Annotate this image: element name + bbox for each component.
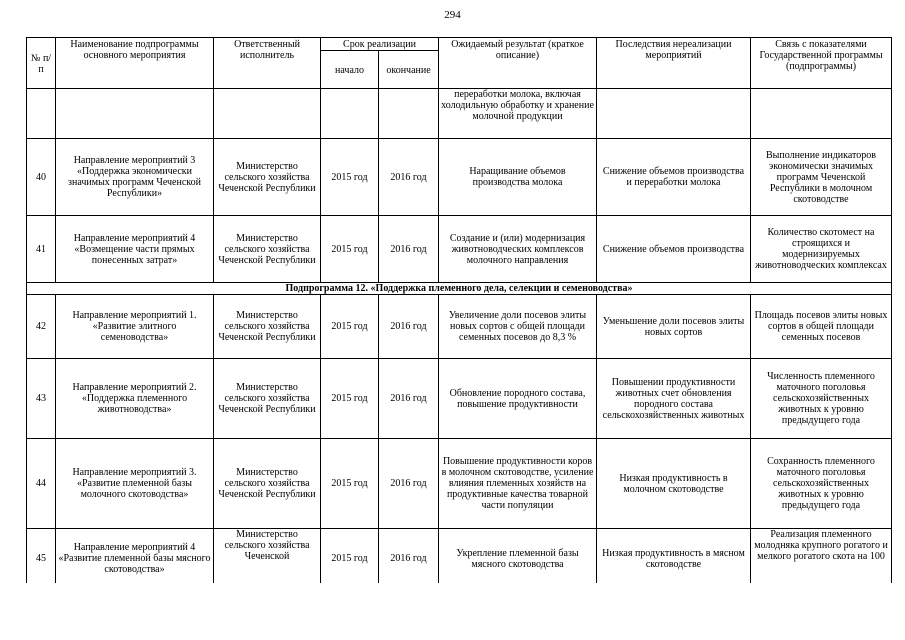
cell-consequences: Низкая продуктивность в молочном скотоводстве xyxy=(597,439,751,529)
cell-consequences: Снижение объемов производства xyxy=(597,216,751,283)
table-row xyxy=(27,359,892,439)
cell-empty xyxy=(379,89,439,139)
cell-start: 2015 год xyxy=(321,139,379,216)
table-header xyxy=(27,38,892,89)
cell-result: Увеличение доли посевов элиты новых сортов с общей площади семенных посевов до 8,3 % xyxy=(439,295,597,359)
header-start: начало xyxy=(321,51,379,89)
table-body xyxy=(27,89,892,589)
cell-empty xyxy=(56,89,214,139)
cell-link: Количество скотомест на строящихся и модернизируемых животноводческих комплексах xyxy=(751,216,892,283)
table-row xyxy=(27,529,892,589)
cell-result: Наращивание объемов производства молока xyxy=(439,139,597,216)
cell-num: 40 xyxy=(27,139,56,216)
cell-name: Направление мероприятий 3 «Поддержка экономически значимых программ Чеченской Республики» xyxy=(56,139,214,216)
cell-num: 44 xyxy=(27,439,56,529)
cell-consequences: Уменьшение доли посевов элиты новых сортов xyxy=(597,295,751,359)
cell-start: 2015 год xyxy=(321,529,379,589)
cell-consequences: Повышении продуктивности животных счет обновления породного состава сельскохозяйственных животных xyxy=(597,359,751,439)
cell-link: Площадь посевов элиты новых сортов в общей площади семенных посевов xyxy=(751,295,892,359)
cell-executor: Министерство сельского хозяйства Чеченской Республики xyxy=(214,295,321,359)
cell-link: Выполнение индикаторов экономически значимых программ Чеченской Республики в молочном скотоводстве xyxy=(751,139,892,216)
header-num: № п/п xyxy=(27,38,56,89)
cell-empty xyxy=(214,89,321,139)
cell-result: переработки молока, включая холодильную обработку и хранение молочной продукции xyxy=(439,89,597,139)
subprogram-title: Подпрограмма 12. «Поддержка племенного дела, селекции и семеноводства» xyxy=(27,283,892,295)
table-row xyxy=(27,139,892,216)
cell-end: 2016 год xyxy=(379,359,439,439)
cell-result: Повышение продуктивности коров в молочном скотоводстве, усиление влияния племенных хозяйств на продуктивные качества товарной части популяции xyxy=(439,439,597,529)
cell-empty xyxy=(751,89,892,139)
cell-result: Создание и (или) модернизация животноводческих комплексов молочного направления xyxy=(439,216,597,283)
cell-name: Направление мероприятий 2. «Поддержка племенного животноводства» xyxy=(56,359,214,439)
cell-executor: Министерство сельского хозяйства Чеченской xyxy=(214,529,321,589)
cell-consequences: Снижение объемов производства и переработки молока xyxy=(597,139,751,216)
cell-executor: Министерство сельского хозяйства Чеченской Республики xyxy=(214,359,321,439)
cell-num: 45 xyxy=(27,529,56,589)
cell-executor: Министерство сельского хозяйства Чеченской Республики xyxy=(214,216,321,283)
cell-empty xyxy=(597,89,751,139)
cell-start: 2015 год xyxy=(321,295,379,359)
header-executor: Ответственный исполнитель xyxy=(214,38,321,89)
program-table xyxy=(26,37,892,589)
header-link: Связь с показателями Государственной программы (подпрограммы) xyxy=(751,38,892,89)
page-number: 294 xyxy=(444,9,461,21)
cell-empty xyxy=(27,89,56,139)
header-consequences: Последствия нереализации мероприятий xyxy=(597,38,751,89)
cell-num: 43 xyxy=(27,359,56,439)
cell-start: 2015 год xyxy=(321,359,379,439)
cell-name: Направление мероприятий 3. «Развитие племенной базы молочного скотоводства» xyxy=(56,439,214,529)
page-bottom-margin xyxy=(0,583,905,640)
subprogram-row xyxy=(27,283,892,295)
cell-link: Численность племенного маточного поголовья сельскохозяйственных животных к уровню предыдущего года xyxy=(751,359,892,439)
cell-link: Сохранность племенного маточного поголовья сельскохозяйственных животных к уровню предыдущего года xyxy=(751,439,892,529)
cell-link: Реализация племенного молодняка крупного рогатого и мелкого рогатого скота на 100 xyxy=(751,529,892,589)
cell-executor: Министерство сельского хозяйства Чеченской Республики xyxy=(214,139,321,216)
cell-executor: Министерство сельского хозяйства Чеченской Республики xyxy=(214,439,321,529)
table-row xyxy=(27,295,892,359)
cell-start: 2015 год xyxy=(321,439,379,529)
cell-end: 2016 год xyxy=(379,529,439,589)
cell-consequences: Низкая продуктивность в мясном скотоводстве xyxy=(597,529,751,589)
header-period: Срок реализации xyxy=(321,38,439,51)
cell-end: 2016 год xyxy=(379,439,439,529)
cell-end: 2016 год xyxy=(379,139,439,216)
cell-num: 41 xyxy=(27,216,56,283)
header-end: окончание xyxy=(379,51,439,89)
cell-result: Укрепление племенной базы мясного скотоводства xyxy=(439,529,597,589)
header-result: Ожидаемый результат (краткое описание) xyxy=(439,38,597,89)
cell-name: Направление мероприятий 4 «Возмещение части прямых понесенных затрат» xyxy=(56,216,214,283)
header-name: Наименование подпрограммы основного мероприятия xyxy=(56,38,214,89)
cell-end: 2016 год xyxy=(379,216,439,283)
cell-result: Обновление породного состава, повышение продуктивности xyxy=(439,359,597,439)
cell-name: Направление мероприятий 1. «Развитие элитного семеноводства» xyxy=(56,295,214,359)
cell-empty xyxy=(321,89,379,139)
cell-end: 2016 год xyxy=(379,295,439,359)
cell-name: Направление мероприятий 4 «Развитие племенной базы мясного скотоводства» xyxy=(56,529,214,589)
cell-num: 42 xyxy=(27,295,56,359)
table-row xyxy=(27,216,892,283)
cell-start: 2015 год xyxy=(321,216,379,283)
table-row xyxy=(27,439,892,529)
continuation-row xyxy=(27,89,892,139)
